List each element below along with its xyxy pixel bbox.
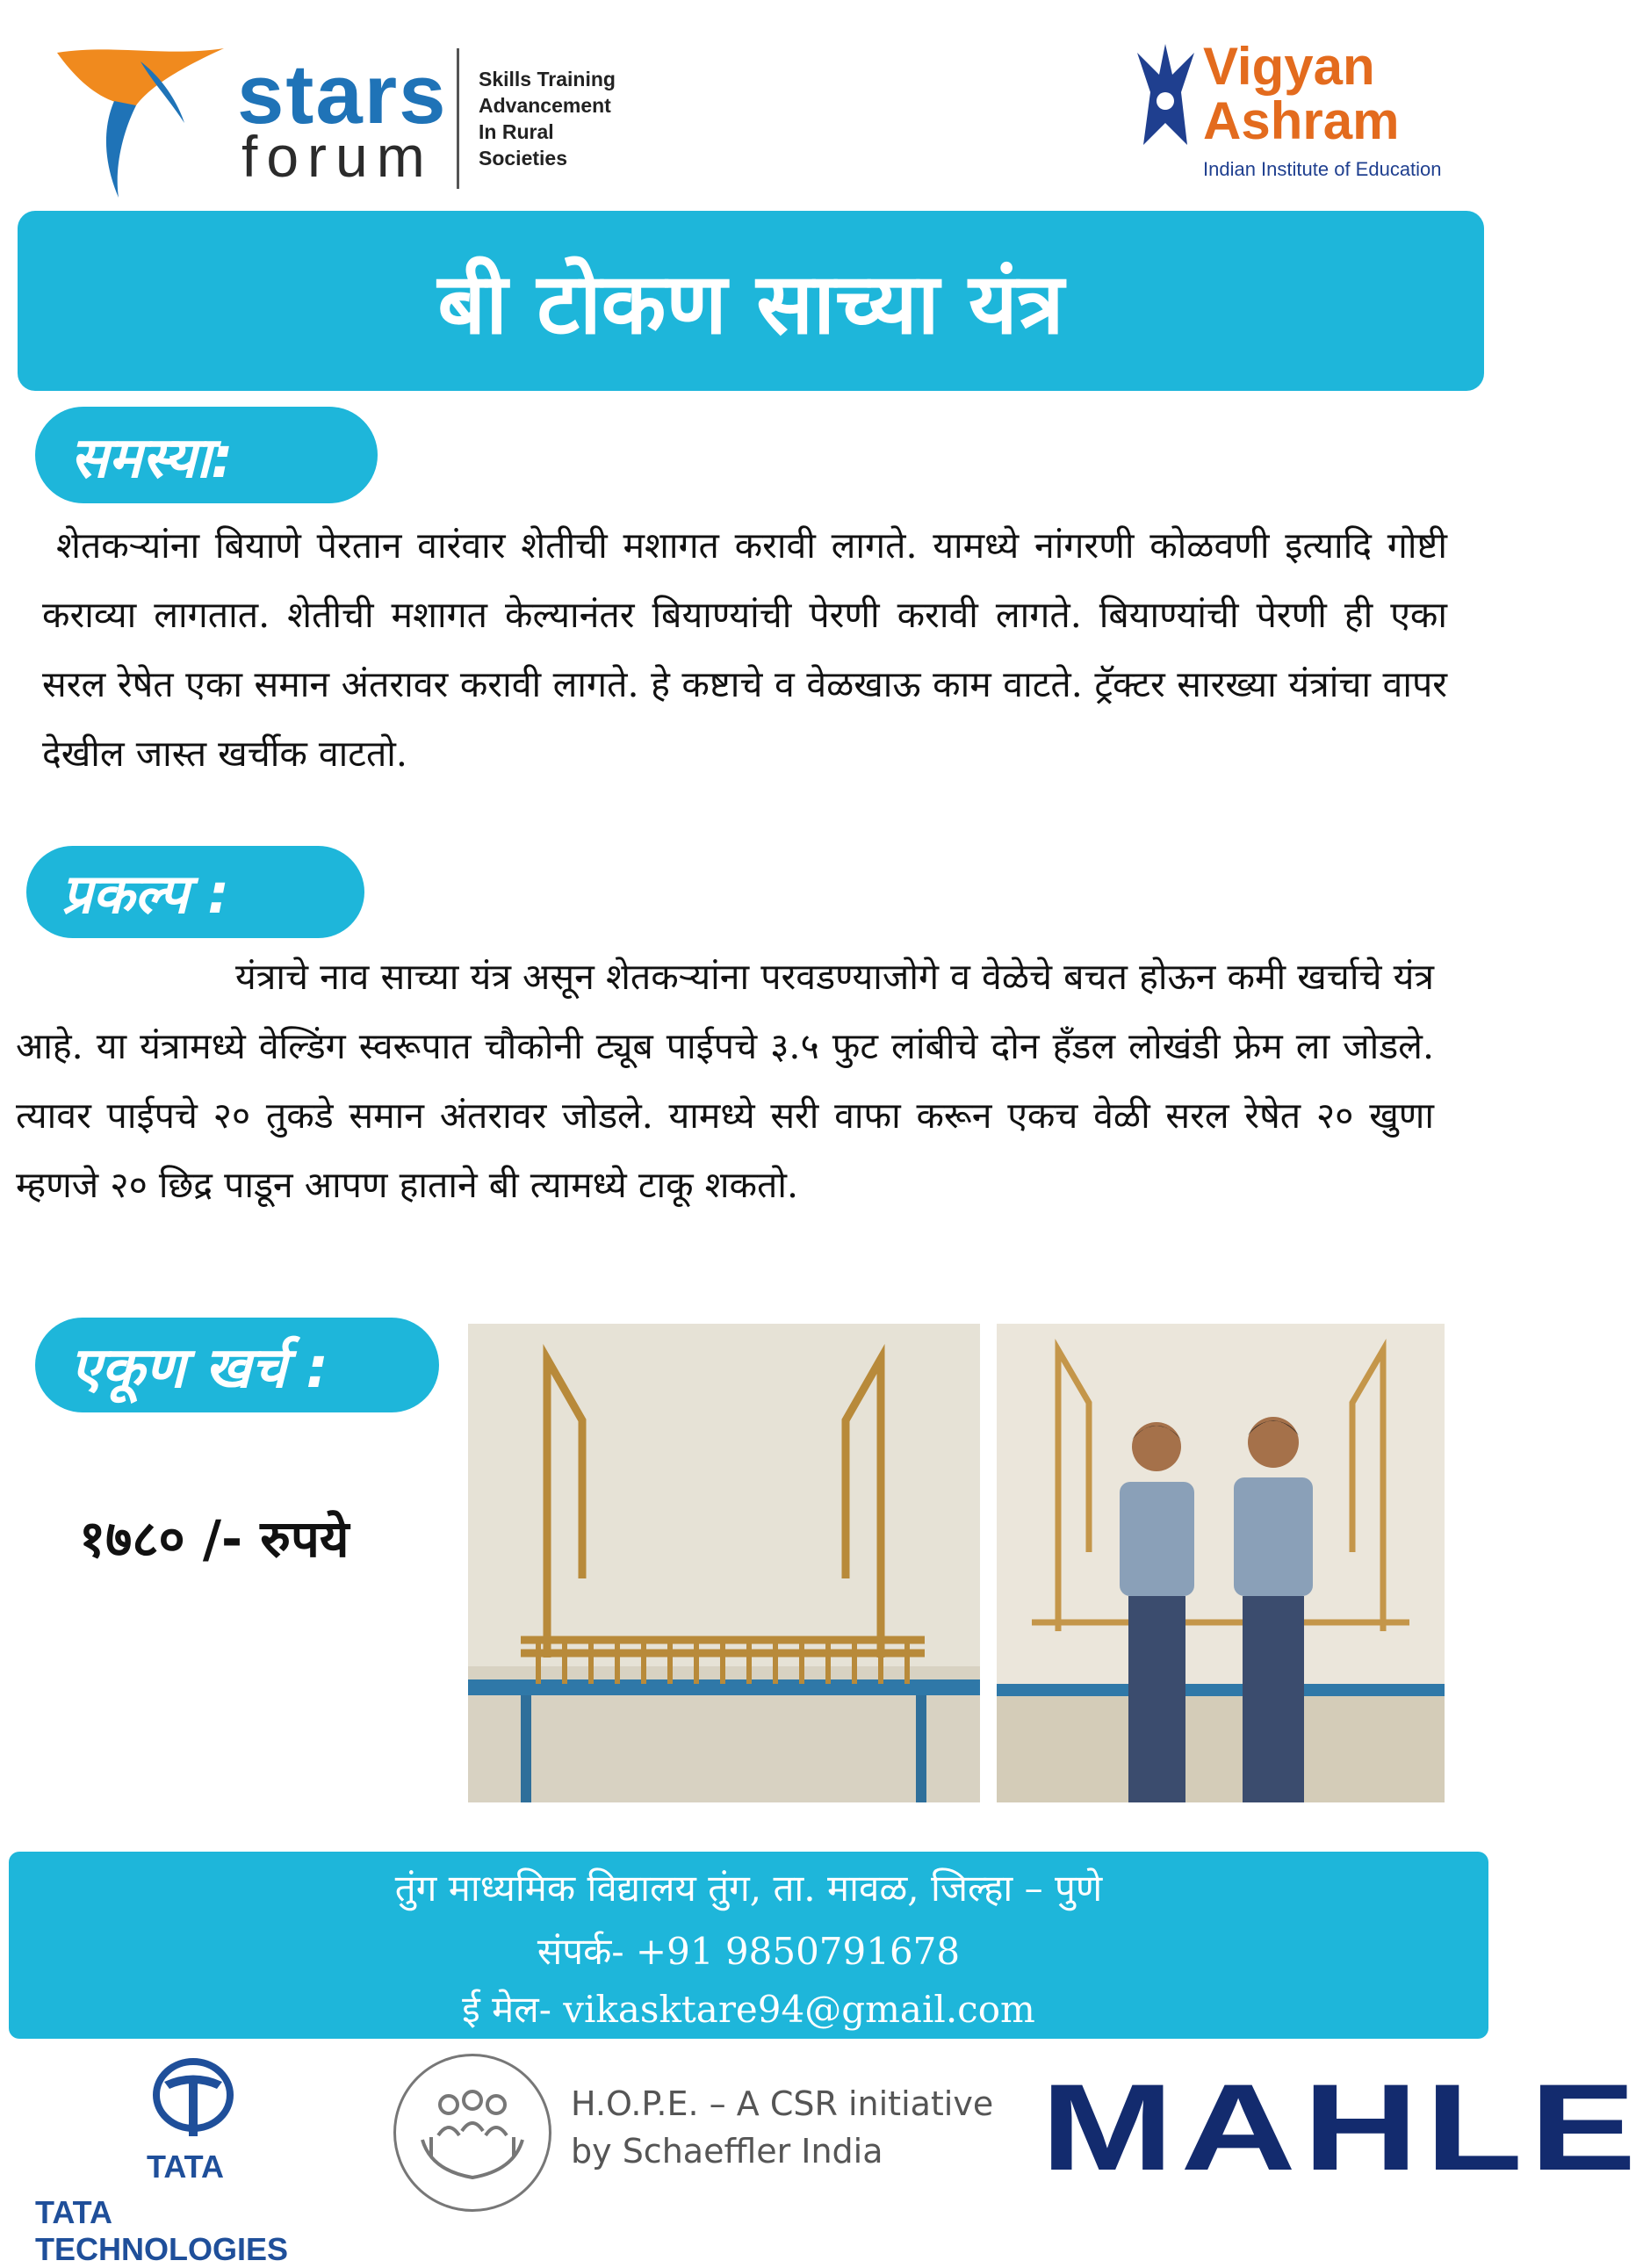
stars-wordmark: stars [237, 47, 448, 141]
contact-phone: संपर्क- +91 9850791678 [537, 1930, 961, 1973]
vigyan-ashram-logo [1133, 37, 1484, 189]
tata-technologies-logo [18, 2047, 369, 2267]
vigyan-wordmark [1203, 37, 1400, 150]
problem-text: शेतकऱ्यांना बियाणे पेरतान वारंवार शेतीची मशागत करावी लागते. यामध्ये नांगरणी कोळवणी इत्यादि गोष्टी कराव्या लागतात. शेतीची मशागत केल्यानंतर बियाण्यांची पेरणी करावी लागते. बियाण्यांची पेरणी ही एका सरल रेषेत एका समान अंतरावर करावी लागते. हे कष्टाचे व वेळखाऊ काम वाटते. ट्रॅक्टर सारख्या यंत्रांचा वापर देखील जास्त खर्चीक वाटतो. [42, 524, 1447, 775]
tagline-line: In Rural [479, 120, 554, 143]
forum-wordmark: forum [241, 124, 434, 189]
logo-divider [457, 48, 459, 189]
tagline-line: Societies [479, 147, 567, 170]
school-address: तुंग माध्यमिक विद्यालय तुंग, ता. मावळ, जिल्हा – पुणे [394, 1867, 1103, 1910]
cost-heading: एकूण खर्च : [35, 1318, 439, 1412]
hope-logo-circle [393, 2054, 551, 2212]
hope-text [571, 2080, 993, 2175]
problem-heading: समस्या: [35, 407, 378, 503]
vigyan-subtitle: Indian Institute of Education [1203, 158, 1442, 180]
cost-value: १७८० /- रुपये [79, 1509, 349, 1569]
hope-line1: H.O.P.E. – A CSR initiative [571, 2084, 994, 2123]
tagline-line: Skills Training [479, 68, 616, 90]
stars-swoosh-icon [53, 35, 228, 202]
contact-banner [9, 1852, 1488, 2039]
title-banner [18, 211, 1484, 391]
vigyan-line1: Vigyan [1203, 37, 1375, 96]
project-heading: प्रकल्प : [26, 846, 364, 938]
machine-photo [468, 1324, 980, 1802]
tata-wordmark: TATA [147, 2149, 224, 2185]
contact-email: ई मेल- vikasktare94@gmail.com [462, 1988, 1035, 2031]
hope-line2: by Schaeffler India [571, 2132, 883, 2170]
tata-technologies-wordmark: TATA TECHNOLOGIES [35, 2194, 289, 2267]
tata-emblem-icon [154, 2055, 233, 2143]
vigyan-emblem-icon [1133, 40, 1199, 154]
tagline-line: Advancement [479, 94, 611, 117]
vigyan-line2: Ashram [1203, 91, 1400, 150]
mahle-logo: MAHLE [1041, 2058, 1643, 2196]
project-text: यंत्राचे नाव साच्या यंत्र असून शेतकऱ्यांना परवडण्याजोगे व वेळेचे बचत होऊन कमी खर्चाचे यंत्र आहे. या यंत्रामध्ये वेल्डिंग स्वरूपात चौकोनी ट्यूब पाईपचे ३.५ फुट लांबीचे दोन हॅंडल लोखंडी फ्रेम ला जोडले. त्यावर पाईपचे २० तुकडे समान अंतरावर जोडले. यामध्ये सरी वाफा करून एकच वेळी सरल रेषेत २० खुणा म्हणजे २० छिद्र पाडून आपण हाताने बी त्यामध्ये टाकू शकतो. [16, 956, 1434, 1206]
stars-tagline [479, 66, 672, 171]
students-photo [997, 1324, 1445, 1802]
hands-people-icon [396, 2056, 549, 2209]
stars-forum-logo [53, 35, 650, 202]
page-title: बी टोकण साच्या यंत्र [437, 255, 1064, 353]
